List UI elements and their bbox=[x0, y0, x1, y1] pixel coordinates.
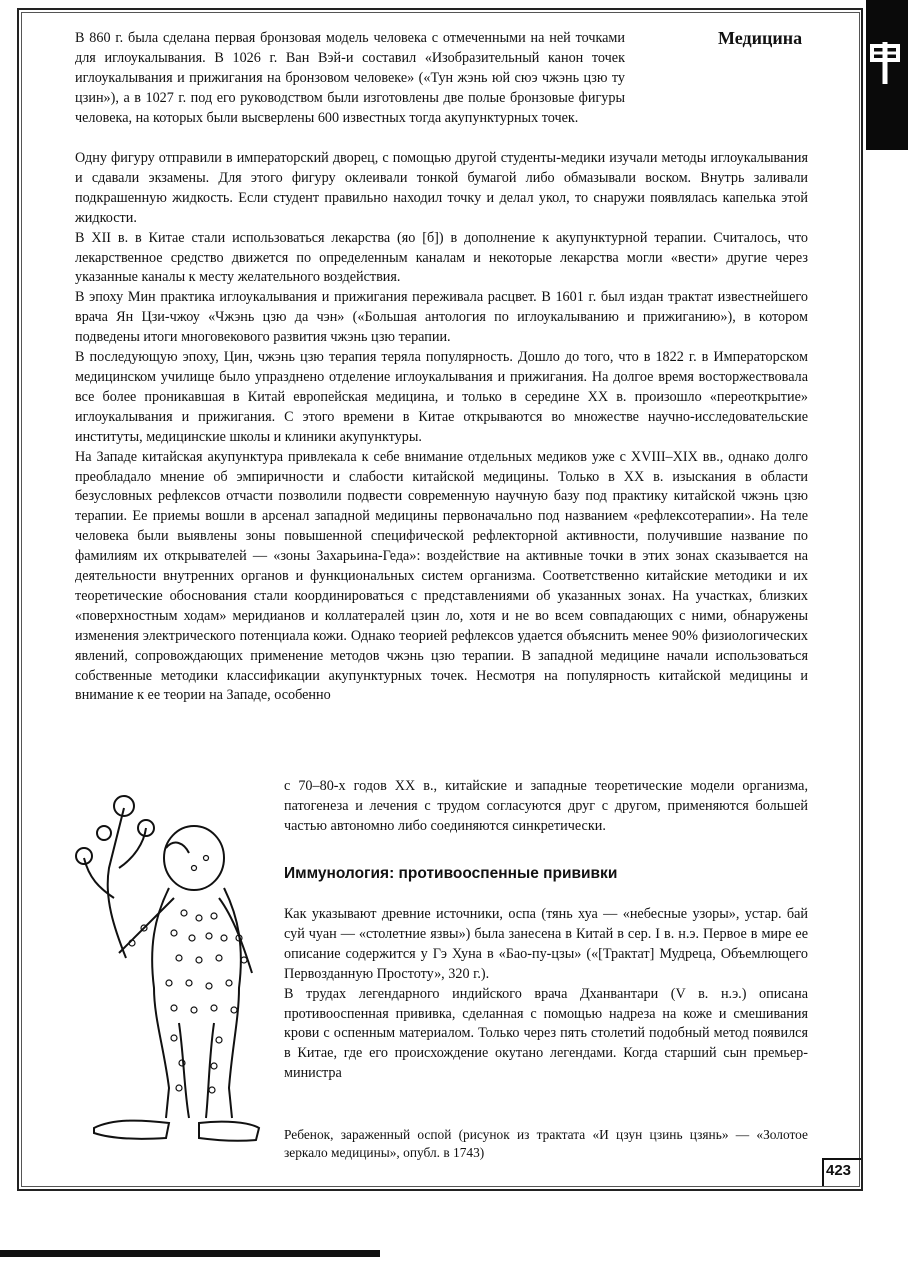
paragraph: На Западе китайская акупунктура привлекала к себе внимание отдельных медиков уже с XVIII–XIX вв., однако долго преобладало мнение об эмпиричности и слабости китайской медицины. Только в XX в. изыскания в области безусловных рефлексов отчасти позволили подвести современную научную базу под практику китайской чжэнь цзю терапии. Ее приемы вошли в арсенал западной медицины первоначально под названием «рефлексотерапии». На теле человека были выявлены зоны повышенной специфической рефлекторной активности, получившие название по фамилиям их открывателей — «зоны Захарьина-Геда»: воздействие на активные точки в этих зонах сказывается на деятельности внутренних органов и функциональных систем организма. Соответственно китайские методики и их теоретические обоснования стали координироваться с представлениями об указанных зонах. На участках, близких «поверхностным ходам» меридианов и коллатералей цзин ло, хотя и не во всем совпадающих с ними, обнаружены изменения электрического потенциала кожи. Однако теорией рефлексов удается объяснить менее 90% физиологических явлений, сопровождающих применение методов чжэнь цзю терапии. В западной медицине начали использоваться собственные методики классификации акупунктурных точек. Несмотря на популярность китайской медицины и внимание к ее теории на Западе, особенно bbox=[75, 448, 808, 704]
scan-edge-bar bbox=[0, 1250, 380, 1257]
figure-caption: Ребенок, зараженный оспой (рисунок из трактата «И цзун цзинь цзянь» — «Золотое зеркало медицины», опубл. в 1743) bbox=[284, 1127, 808, 1160]
continuation-paragraph: с 70–80-х годов XX в., китайские и западные теоретические модели организма, патогенеза и лечения с трудом согласуются друг с другом, применяются большей частью автономно либо соединяются синкретически. bbox=[284, 778, 808, 834]
intro-paragraph: В 860 г. была сделана первая бронзовая модель человека с отмеченными на ней точками для иглоукалывания. В 1026 г. Ван Вэй-и составил «Изобразительный канон точек иглоукалывания и прижигания на бронзовом человеке» («Тун жэнь юй сюэ чжэнь цзю ту цзин»), а в 1027 г. под его руководством были изготовлены две полые бронзовые фигуры человека, на которых были высверлены 600 известных тогда акупунктурных точек. bbox=[75, 30, 625, 126]
paragraph: В XII в. в Китае стали использоваться лекарства (яо [б]) в дополнение к акупунктурной терапии. Считалось, что лекарственное средство движется по определенным каналам и некоторые лекарства могли «вести» другие через указанные каналы к месту желательного воздействия. bbox=[75, 229, 808, 286]
immunology-text bbox=[284, 905, 808, 1084]
chapter-glyph-icon bbox=[868, 40, 902, 86]
page-number: 423 bbox=[826, 1162, 852, 1179]
paragraph: Одну фигуру отправили в императорский дворец, с помощью другой студенты-медики изучали методы иглоукалывания и сдавали экзамены. Для этого фигуру оклеивали тонкой бумагой либо обмазывали воском. Внутрь заливали подкрашенную жидкость. Если студент правильно находил точку и делал укол, то снаружи появлялась капелька этой жидкости. bbox=[75, 150, 808, 226]
paragraph: Как указывают древние источники, оспа (тянь хуа — «небесные узоры», устар. бай суй чуан — «столетние язвы») была занесена в Китай в сер. I в. н.э. Первое в мире ее описание содержится у Гэ Хуна в «Бао-пу-цзы» («[Трактат] Мудреца, Объемлющего Первозданную Простоту», 320 г.). bbox=[284, 906, 808, 982]
paragraph: В трудах легендарного индийского врача Дханвантари (V в. н.э.) описана противооспенная прививка, сделанная с помощью надреза на коже и смешивания крови с оспенным материалом. Только через пять столетий подобный метод появился в Китае, где его происхождение окутано легендами. Когда старший сын премьер-министра bbox=[284, 985, 808, 1082]
main-text bbox=[75, 149, 808, 706]
paragraph: В эпоху Мин практика иглоукалывания и прижигания переживала расцвет. В 1601 г. был издан трактат известнейшего врача Ян Цзи-чжоу «Чжэнь цзю да чэн» («Большая антология по иглоукалыванию и прижиганию»), в котором подведены итоги многовекового развития чжэнь цзю терапии. bbox=[75, 289, 808, 346]
section-header: Медицина bbox=[718, 28, 803, 48]
subheading: Иммунология: противооспенные прививки bbox=[284, 865, 618, 882]
smallpox-child-illustration bbox=[74, 788, 274, 1158]
paragraph: В последующую эпоху, Цин, чжэнь цзю терапия теряла популярность. Дошло до того, что в 1822 г. в Императорском медицинском училище было упразднено отделение иглоукалывания и прижигания. На долгое время восторжествовала все более проникавшая в Китай европейская медицина, и только в середине XX в. произошло «переоткрытие» иглоукалывания и прижигания. С этого времени в Китае открываются во множестве научно-исследовательские институты, медицинские школы и клиники акупунктуры. bbox=[75, 349, 808, 445]
